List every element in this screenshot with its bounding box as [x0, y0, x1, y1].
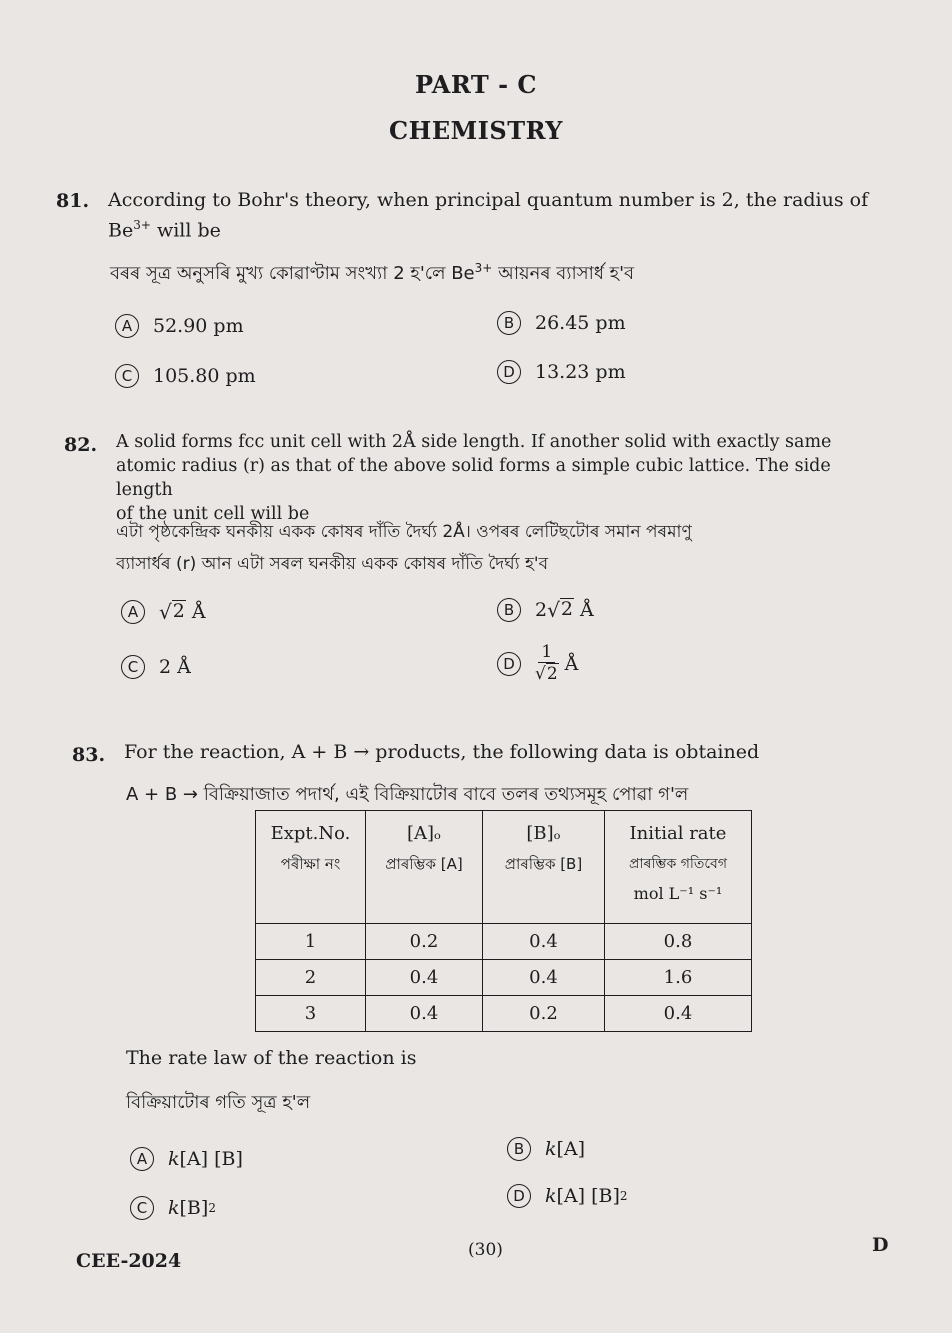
- rate-constant: k: [545, 1185, 557, 1207]
- q82-option-b[interactable]: [497, 598, 594, 622]
- q83-option-a[interactable]: [130, 1147, 243, 1171]
- q83-number: 83.: [72, 744, 106, 766]
- rate-data-table: [255, 810, 752, 1032]
- q81-text-assamese: [110, 256, 890, 286]
- q82-option-d[interactable]: [497, 642, 578, 685]
- q81-option-b[interactable]: [497, 311, 626, 335]
- header-a-as: প্ৰাৰম্ভিক [A]: [385, 855, 463, 873]
- header-b-as: প্ৰাৰম্ভিক [B]: [504, 855, 583, 873]
- rate-constant: k: [168, 1197, 180, 1219]
- header-expt-as: পৰীক্ষা নং: [280, 855, 341, 873]
- exam-code: CEE-2024: [76, 1250, 182, 1272]
- header-expt-en: Expt.No.: [270, 823, 351, 844]
- page-number: (30): [468, 1240, 503, 1260]
- option-a-marker: A: [115, 314, 139, 338]
- table-row: [256, 960, 752, 996]
- table-cell: 0.4: [483, 924, 605, 960]
- q82-a-unit: Å: [191, 601, 206, 623]
- table-cell: 2: [256, 960, 366, 996]
- q81-text-line1: According to Bohr's theory, when principal quantum number is 2, the radius of: [108, 189, 869, 211]
- fraction: [535, 642, 559, 685]
- rate-constant: k: [168, 1148, 180, 1170]
- q82-d-numerator: 1: [538, 642, 555, 663]
- option-c-marker: C: [115, 364, 139, 388]
- q81-option-d-text: 13.23 pm: [535, 361, 626, 383]
- table-cell: 0.2: [483, 996, 605, 1032]
- header-b-en: [B]ₒ: [526, 823, 561, 844]
- q81-ion: Be: [108, 219, 134, 242]
- q81-ion-charge: 3+: [133, 218, 151, 232]
- option-a-marker: A: [121, 600, 145, 624]
- table-cell: 1: [256, 924, 366, 960]
- q83-text-assamese: A + B → বিক্ৰিয়াজাত পদাৰ্থ, এই বিক্ৰিয়াটোৰ বাবে তলৰ তথ্যসমূহ পোৱা গ'ল: [126, 784, 689, 805]
- q83-option-c[interactable]: [130, 1196, 216, 1220]
- q82-text-line2: atomic radius (r) as that of the above solid forms a simple cubic lattice. The side length: [116, 456, 831, 500]
- option-b-marker: B: [507, 1137, 531, 1161]
- table-cell: 0.4: [605, 996, 752, 1032]
- q82-b-radicand: 2: [560, 598, 573, 620]
- q82-a-radicand: 2: [172, 600, 185, 622]
- q82-number: 82.: [64, 434, 98, 456]
- q81-as-sup: 3+: [474, 261, 493, 275]
- q83-text: For the reaction, A + B → products, the following data is obtained: [124, 741, 760, 763]
- option-c-marker: C: [130, 1196, 154, 1220]
- table-cell: 3: [256, 996, 366, 1032]
- q83-d-exponent: 2: [619, 1189, 628, 1203]
- q83-a-text: [A] [B]: [179, 1148, 243, 1170]
- q82-d-radicand: 2: [546, 664, 558, 684]
- q83-option-b[interactable]: [507, 1137, 585, 1161]
- table-cell: 1.6: [605, 960, 752, 996]
- q82-as-line1: এটা পৃষ্ঠকেন্দ্ৰিক ঘনকীয় একক কোষৰ দাঁতি দৈৰ্ঘ্য 2Å। ওপৰৰ লেটিছটোৰ সমান পৰমাণু: [116, 522, 692, 542]
- header-initial-rate: [605, 811, 752, 924]
- option-d-marker: D: [497, 360, 521, 384]
- q81-option-a-text: 52.90 pm: [153, 315, 244, 337]
- q82-option-a[interactable]: [121, 600, 206, 624]
- sqrt-symbol: √ 2: [535, 664, 558, 684]
- q82-b-coef: 2: [535, 599, 548, 621]
- header-rate-as: প্ৰাৰম্ভিক গতিবেগ: [629, 856, 727, 872]
- table-cell: 0.2: [366, 924, 483, 960]
- q81-option-c-text: 105.80 pm: [153, 365, 256, 387]
- table-cell: 0.4: [483, 960, 605, 996]
- q83-c-text: [B]: [179, 1197, 209, 1219]
- header-conc-b: [483, 811, 605, 924]
- option-c-marker: C: [121, 655, 145, 679]
- option-d-marker: D: [507, 1184, 531, 1208]
- q81-option-d[interactable]: [497, 360, 626, 384]
- table-header-row: [256, 811, 752, 924]
- rate-constant: k: [545, 1138, 557, 1160]
- q81-text-line2: [108, 213, 888, 243]
- option-a-marker: A: [130, 1147, 154, 1171]
- header-rate-unit: mol L⁻¹ s⁻¹: [633, 884, 723, 903]
- subject-heading: CHEMISTRY: [389, 116, 563, 145]
- q83-option-d[interactable]: [507, 1184, 628, 1208]
- q82-text-line3: of the unit cell will be: [116, 504, 310, 524]
- rate-law-prompt-assamese: বিক্ৰিয়াটোৰ গতি সূত্ৰ হ'ল: [126, 1092, 311, 1113]
- q81-option-b-text: 26.45 pm: [535, 312, 626, 334]
- header-a-en: [A]ₒ: [407, 823, 441, 844]
- header-expt-no: [256, 811, 366, 924]
- option-d-marker: D: [497, 652, 521, 676]
- rate-law-prompt: The rate law of the reaction is: [126, 1047, 417, 1069]
- q82-text-assamese: [116, 516, 896, 580]
- table-row: [256, 924, 752, 960]
- header-rate-en: Initial rate: [629, 823, 727, 844]
- q83-d-text: [A] [B]: [556, 1185, 620, 1207]
- q81-as-pre: বৰৰ সূত্ৰ অনুসৰি মুখ্য কোৱাণ্টাম সংখ্যা 2 হ'লে Be: [110, 263, 475, 284]
- q81-option-c[interactable]: [115, 364, 256, 388]
- part-heading: PART - C: [414, 70, 538, 99]
- option-b-marker: B: [497, 598, 521, 622]
- header-conc-a: [366, 811, 483, 924]
- option-b-marker: B: [497, 311, 521, 335]
- q83-b-text: [A]: [556, 1138, 586, 1160]
- q82-text: [116, 430, 886, 526]
- table-cell: 0.4: [366, 960, 483, 996]
- sqrt-symbol: √ 2: [547, 598, 573, 622]
- sqrt-symbol: √ 2: [159, 600, 185, 624]
- q81-option-a[interactable]: [115, 314, 244, 338]
- q82-d-unit: Å: [564, 652, 579, 675]
- q82-c-text: 2 Å: [159, 656, 191, 678]
- q82-as-line2: ব্যাসাৰ্ধৰ (r) আন এটা সৰল ঘনকীয় একক কোষৰ দাঁতি দৈৰ্ঘ্য হ'ব: [116, 554, 549, 574]
- booklet-set: D: [872, 1234, 889, 1256]
- q82-option-c[interactable]: [121, 655, 191, 679]
- table-cell: 0.4: [366, 996, 483, 1032]
- table-cell: 0.8: [605, 924, 752, 960]
- table-row: [256, 996, 752, 1032]
- q81-text: [108, 188, 888, 243]
- q81-number: 81.: [56, 190, 90, 212]
- q83-c-exponent: 2: [208, 1201, 216, 1215]
- q82-b-unit: Å: [579, 599, 594, 621]
- q82-text-line1: A solid forms fcc unit cell with 2Å side length. If another solid with exactly same: [116, 432, 832, 452]
- q81-text-tail: will be: [150, 219, 221, 242]
- q81-as-post: আয়নৰ ব্যাসাৰ্ধ হ'ব: [492, 263, 635, 284]
